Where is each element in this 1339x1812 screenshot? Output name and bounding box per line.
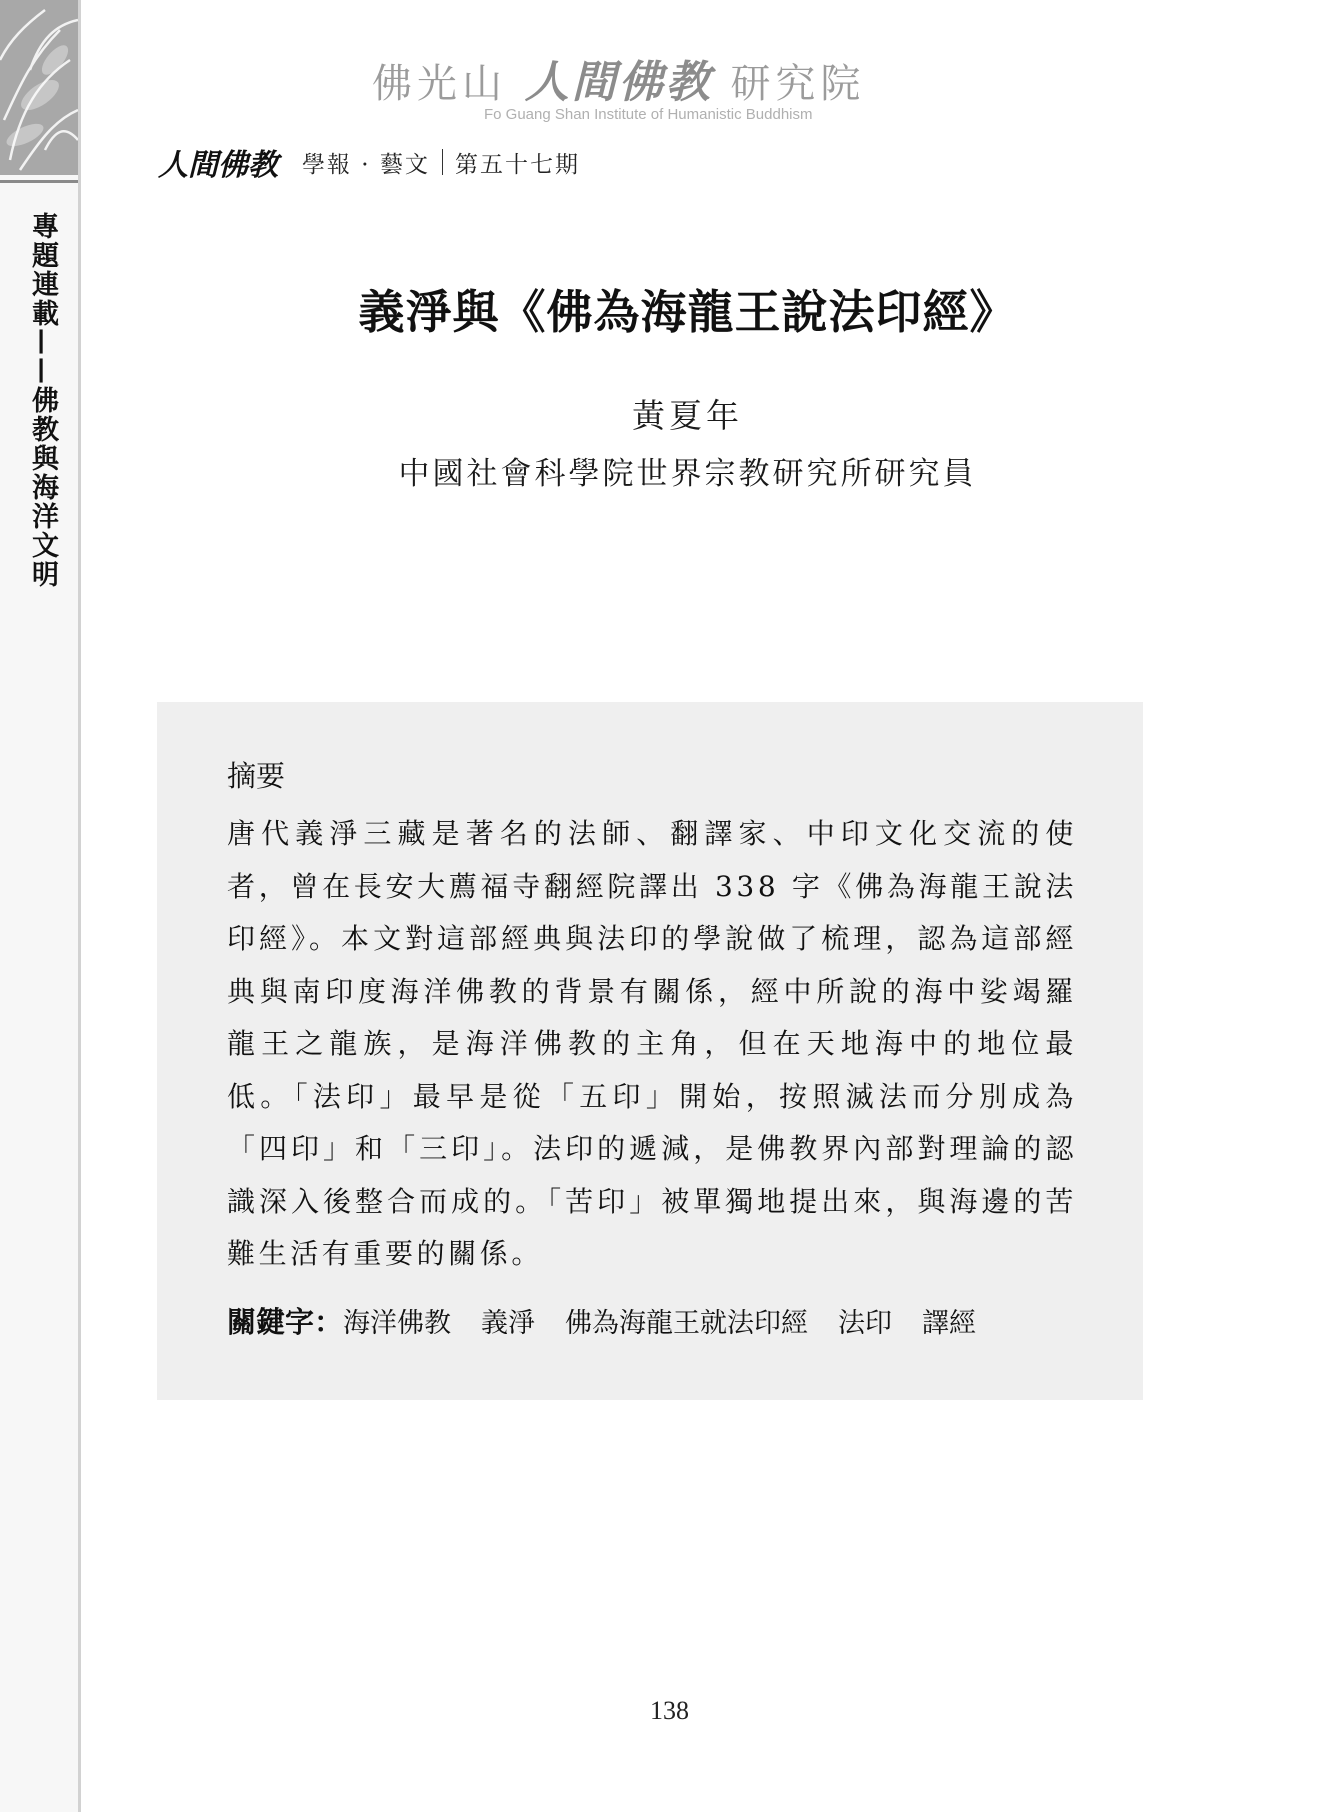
keywords-line	[227, 1300, 1087, 1341]
keyword-item: 佛為海龍王就法印經	[565, 1308, 809, 1339]
keyword-item: 義淨	[481, 1308, 536, 1339]
institute-name	[372, 46, 865, 110]
institute-suffix: 研究院	[730, 61, 866, 107]
header-rule	[0, 180, 78, 183]
journal-header	[158, 140, 580, 184]
article-author: 黃夏年	[632, 396, 743, 435]
journal-logo: 人間佛教	[158, 148, 278, 183]
keywords-label: 關鍵字：	[227, 1305, 344, 1339]
journal-issue: 第五十七期	[454, 151, 580, 178]
institute-english-name: Fo Guang Shan Institute of Humanistic Buddhism	[484, 106, 813, 123]
institute-emphasis: 人間佛教	[524, 57, 713, 108]
keyword-item: 海洋佛教	[343, 1308, 452, 1339]
lotus-icon	[0, 0, 78, 175]
abstract-body: 唐代義淨三藏是著名的法師、翻譯家、中印文化交流的使者，曾在長安大薦福寺翻經院譯出 338 字《佛為海龍王說法印經》。本文對這部經典與法印的學說做了梳理，認為這部經典與南印度海洋佛教的背景有關係，經中所說的海中娑竭羅龍王之龍族，是海洋佛教的主角，但在天地海中的地位最低。「法印」最早是從「五印」開始，按照滅法而分別成為「四印」和「三印」。法印的遞減，是佛教界內部對理論的認識深入後整合而成的。「苦印」被單獨地提出來，與海邊的苦難生活有重要的關係。	[227, 817, 1077, 1270]
article-title: 義淨與《佛為海龍王說法印經》	[358, 285, 1017, 339]
keyword-item: 譯經	[922, 1308, 977, 1339]
abstract-box	[157, 702, 1143, 1400]
journal-divider	[442, 149, 443, 175]
institute-prefix: 佛光山	[372, 61, 507, 107]
keyword-item: 法印	[838, 1308, 893, 1339]
journal-name: 學報 · 藝文	[302, 151, 430, 178]
section-label: 專題連載——佛教與海洋文明	[27, 212, 58, 589]
author-affiliation: 中國社會科學院世界宗教研究所研究員	[398, 456, 977, 492]
page-number: 138	[650, 1696, 689, 1725]
abstract-heading: 摘要	[227, 759, 286, 793]
side-band	[0, 0, 81, 1812]
